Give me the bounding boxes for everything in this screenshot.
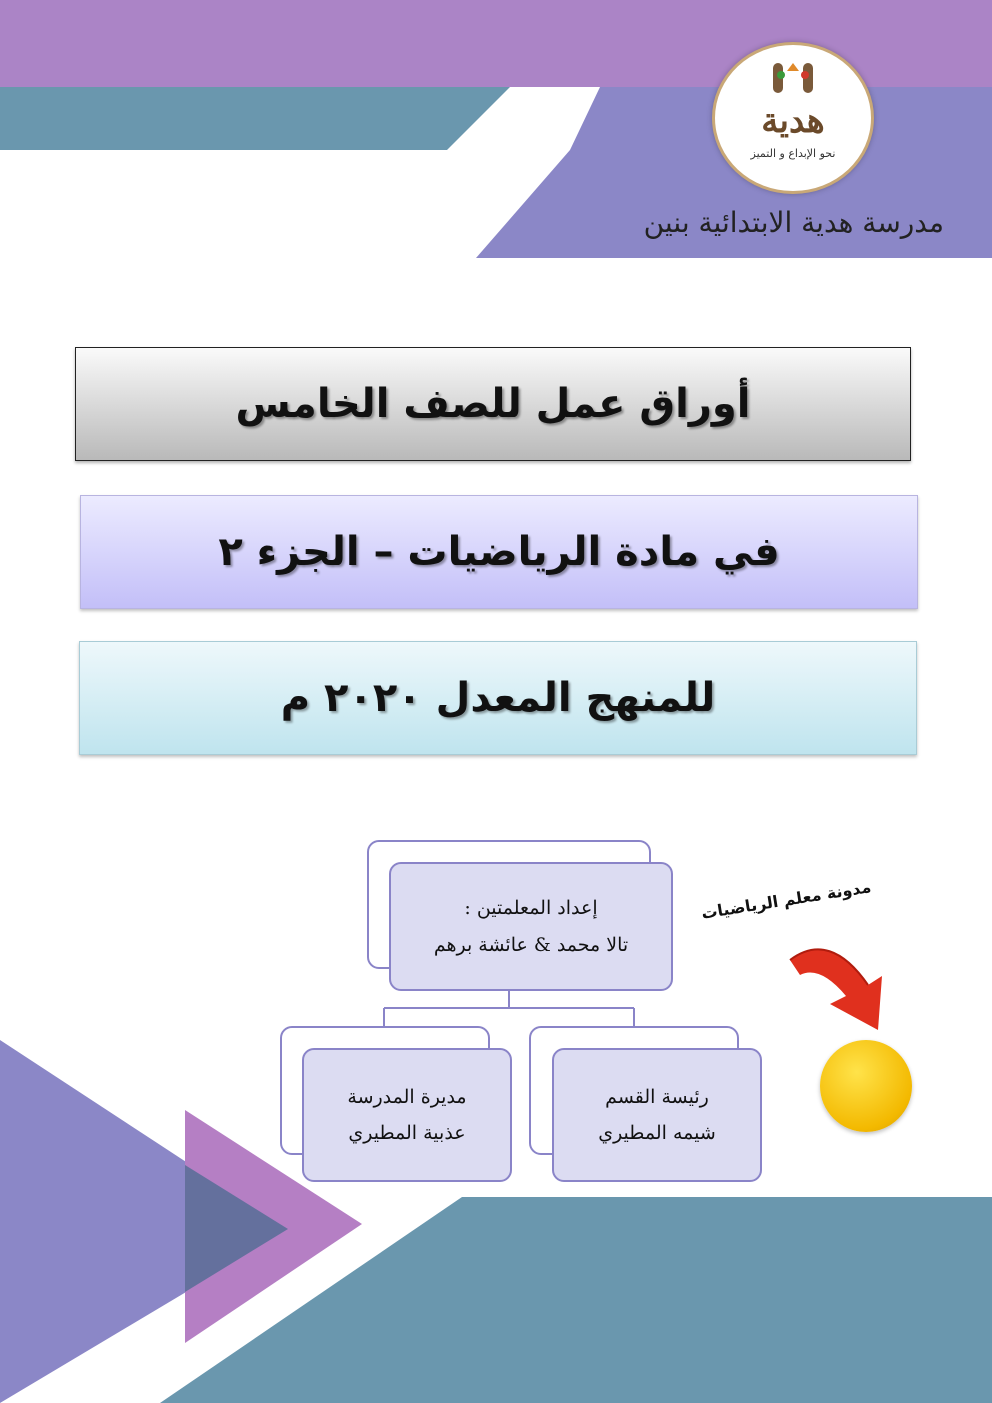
school-name: مدرسة هدية الابتدائية بنين	[643, 206, 944, 239]
department-head-card	[552, 1048, 762, 1182]
red-arrow	[790, 949, 882, 1030]
lantern-figures-icon	[761, 57, 825, 103]
preparers-card	[389, 862, 673, 991]
preparers-heading: إعداد المعلمتين :	[464, 897, 598, 920]
department-head-name: شيمه المطيري	[598, 1122, 716, 1144]
title-subject: في مادة الرياضيات – الجزء ٢	[80, 495, 918, 609]
math-blog-label: مدونة معلم الرياضيات	[700, 877, 873, 923]
logo-wordmark: هدية	[761, 101, 825, 141]
top-teal-band	[0, 87, 510, 150]
title-curriculum: للمنهج المعدل ٢٠٢٠ م	[79, 641, 917, 755]
principal-title: مديرة المدرسة	[347, 1085, 467, 1108]
title-worksheets: أوراق عمل للصف الخامس	[75, 347, 911, 461]
gold-circle-icon	[820, 1040, 912, 1132]
org-chart-connectors	[384, 986, 634, 1027]
principal-card	[302, 1048, 512, 1182]
preparers-names: تالا محمد & عائشة برهم	[433, 933, 629, 956]
logo-tagline: نحو الإبداع و التميز	[750, 147, 836, 160]
school-logo	[712, 42, 874, 194]
department-head-title: رئيسة القسم	[605, 1085, 709, 1108]
principal-name: عذبية المطيري	[348, 1122, 466, 1144]
